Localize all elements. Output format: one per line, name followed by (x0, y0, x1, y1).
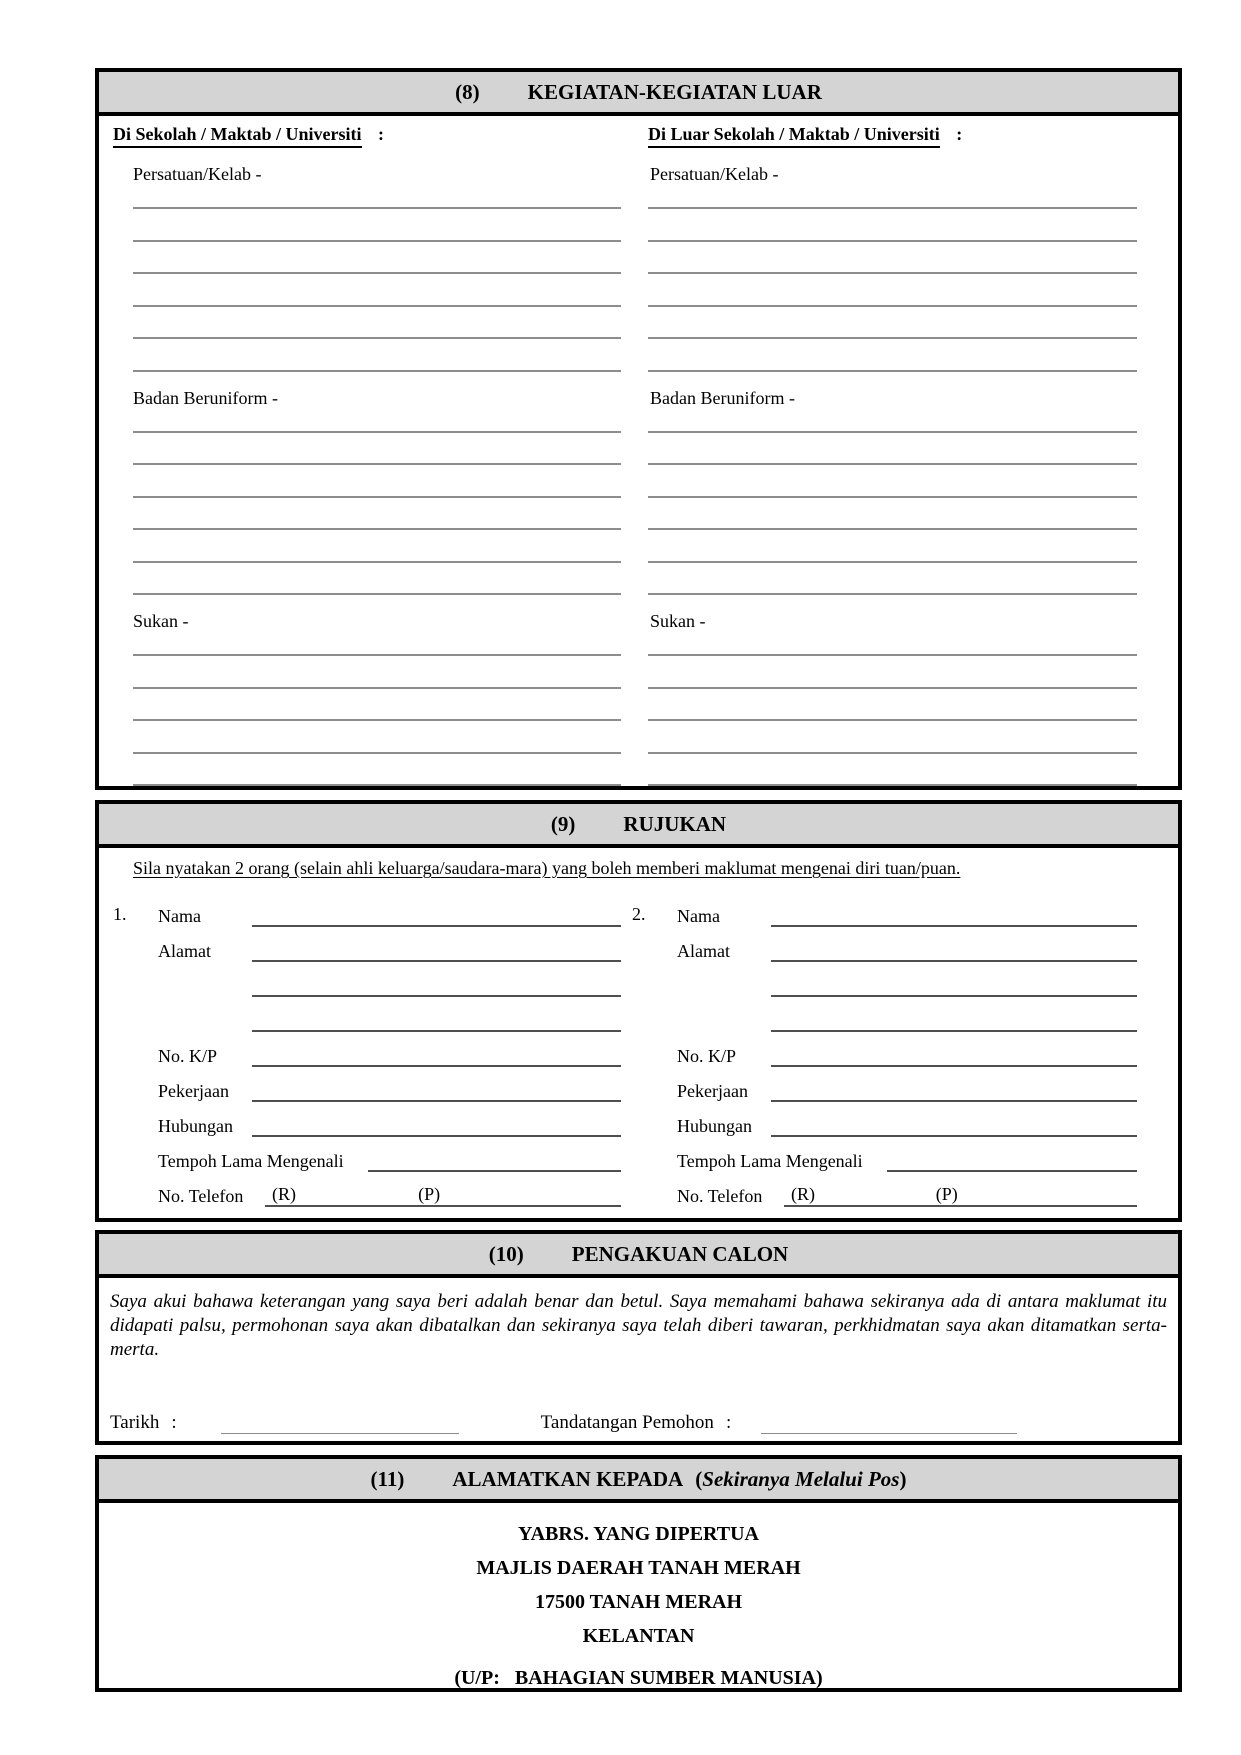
field-label: Nama (677, 906, 720, 926)
group-persatuan-kelab (113, 164, 621, 372)
blank-line (648, 656, 1137, 689)
group-badan-beruniform (648, 388, 1137, 596)
rujukan-instruction: Sila nyatakan 2 orang (selain ahli keluarga/saudara-mara) yang boleh memberi maklumat mengenai diri tuan/puan. (133, 858, 961, 878)
blank-line (771, 1030, 1137, 1067)
ruled-lines (133, 635, 621, 819)
blank-line (252, 890, 621, 927)
field-alamat (677, 927, 1137, 962)
blank-line (133, 563, 621, 596)
section-alamatkan-kepada (95, 1455, 1182, 1692)
section-11-title-text: ALAMATKAN KEPADA (452, 1466, 683, 1491)
blank-line (648, 274, 1137, 307)
section-9-number: (9) (550, 811, 576, 836)
ruled-lines (133, 412, 621, 596)
blank-line (771, 1065, 1137, 1102)
column-di-sekolah (113, 116, 621, 819)
group-label: Badan Beruniform - (133, 387, 278, 408)
group-label: Persatuan/Kelab - (133, 164, 262, 184)
field-no-telefon (677, 1172, 1137, 1207)
blank-line (771, 995, 1137, 1032)
blank-line (133, 656, 621, 689)
blank-line (133, 530, 621, 563)
section-9-header (99, 804, 1178, 848)
field-hubungan (158, 1102, 621, 1137)
telefon-p-label: (P) (418, 1184, 441, 1204)
field-label: Alamat (677, 941, 730, 961)
field-pekerjaan (158, 1067, 621, 1102)
paren-close: ) (899, 1466, 907, 1491)
field-label: Pekerjaan (677, 1081, 748, 1101)
ruled-lines (133, 188, 621, 372)
field-label: Nama (158, 906, 201, 926)
section-8-number: (8) (455, 79, 480, 104)
blank-line (771, 925, 1137, 962)
field-nama (158, 892, 621, 927)
field-label: No. Telefon (677, 1186, 763, 1206)
column-di-luar-sekolah (648, 116, 1137, 819)
blank-line (133, 339, 621, 372)
blank-line (133, 433, 621, 466)
ruled-lines (648, 188, 1137, 372)
blank-line (133, 209, 621, 242)
blank-line (648, 498, 1137, 531)
blank-line (771, 960, 1137, 997)
column-heading-text: Di Sekolah / Maktab / Universiti (113, 124, 362, 148)
blank-line (648, 689, 1137, 722)
blank-line (252, 1065, 621, 1102)
section-10-number: (10) (488, 1241, 524, 1266)
address-line-2: MAJLIS DAERAH TANAH MERAH (476, 1557, 801, 1579)
blank-line (252, 1100, 621, 1137)
reference-number: 2. (632, 904, 646, 924)
section-11-header (99, 1459, 1178, 1503)
blank-line (648, 635, 1137, 656)
tandatangan-blank-line (761, 1407, 1017, 1434)
colon: : (171, 1412, 177, 1433)
blank-line (648, 188, 1137, 209)
address-line-4: KELANTAN (582, 1625, 695, 1647)
field-label: Alamat (158, 941, 211, 961)
section-8-header (99, 72, 1178, 116)
blank-line (133, 635, 621, 656)
blank-line (133, 721, 621, 754)
blank-line (133, 188, 621, 209)
reference-1 (113, 892, 621, 1207)
colon: : (956, 124, 963, 144)
column-heading-text: Di Luar Sekolah / Maktab / Universiti (648, 124, 940, 148)
reference-number: 1. (113, 904, 127, 924)
blank-line (648, 563, 1137, 596)
address-line-1: YABRS. YANG DIPERTUA (517, 1523, 759, 1545)
section-10-title: PENGAKUAN CALON (571, 1241, 789, 1266)
field-label: No. Telefon (158, 1186, 244, 1206)
field-label: Tempoh Lama Mengenali (677, 1151, 863, 1171)
blank-line (648, 754, 1137, 787)
telefon-line (265, 1170, 621, 1207)
field-tempoh-lama-mengenali (677, 1137, 1137, 1172)
group-badan-beruniform (113, 388, 621, 596)
blank-line (133, 465, 621, 498)
section-kegiatan-luar (95, 68, 1182, 790)
field-label: Tempoh Lama Mengenali (158, 1151, 344, 1171)
column-heading (648, 124, 1137, 148)
field-no-kp (677, 1032, 1137, 1067)
group-label: Persatuan/Kelab - (650, 164, 779, 184)
section-10-header (99, 1234, 1178, 1278)
group-label: Sukan - (650, 611, 706, 631)
group-sukan (648, 611, 1137, 819)
field-alamat-line-3 (158, 997, 621, 1032)
tarikh-label: Tarikh (110, 1412, 160, 1433)
field-tempoh-lama-mengenali (158, 1137, 621, 1172)
field-alamat-line-2 (158, 962, 621, 997)
blank-line (648, 307, 1137, 340)
blank-line (133, 689, 621, 722)
blank-line (648, 465, 1137, 498)
blank-line (368, 1135, 621, 1172)
blank-line (133, 498, 621, 531)
references (99, 892, 1178, 1207)
blank-line (648, 433, 1137, 466)
group-persatuan-kelab (648, 164, 1137, 372)
blank-line (648, 412, 1137, 433)
postal-address (99, 1517, 1178, 1653)
blank-line (252, 1030, 621, 1067)
blank-line (648, 339, 1137, 372)
section-11-title-italic: Sekiranya Melalui Pos (702, 1466, 900, 1491)
section-11-title (452, 1467, 906, 1492)
telefon-line (784, 1170, 1137, 1207)
section-11-number: (11) (370, 1466, 405, 1491)
blank-line (648, 209, 1137, 242)
field-nama (677, 892, 1137, 927)
tarikh-blank-line (221, 1407, 459, 1434)
group-sukan (113, 611, 621, 819)
telefon-r-label: (R) (272, 1184, 296, 1204)
blank-line (133, 754, 621, 787)
blank-line (887, 1135, 1137, 1172)
telefon-p-label: (P) (935, 1184, 958, 1204)
reference-2 (632, 892, 1137, 1207)
blank-line (252, 995, 621, 1032)
field-alamat-line-2 (677, 962, 1137, 997)
telefon-r-label: (R) (791, 1184, 815, 1204)
field-pekerjaan (677, 1067, 1137, 1102)
field-label: No. K/P (677, 1046, 737, 1066)
column-heading (113, 124, 621, 148)
field-label: Pekerjaan (158, 1081, 229, 1101)
colon: : (378, 124, 385, 144)
blank-line (133, 274, 621, 307)
ruled-lines (648, 412, 1137, 596)
field-label: Hubungan (677, 1116, 752, 1136)
colon: : (725, 1412, 732, 1433)
section-rujukan (95, 800, 1182, 1222)
field-label: Hubungan (158, 1116, 233, 1136)
blank-line (771, 1100, 1137, 1137)
field-label: No. K/P (158, 1046, 218, 1066)
blank-line (133, 412, 621, 433)
blank-line (133, 307, 621, 340)
blank-line (648, 242, 1137, 275)
declaration-text: Saya akui bahawa keterangan yang saya beri adalah benar dan betul. Saya memahami bahawa sekiranya ada di antara maklumat itu didapati palsu, permohonan saya akan dibatalkan dan sekiranya saya telah diberi tawaran, perkhidmatan saya akan ditamatkan serta-merta. (110, 1291, 1167, 1360)
group-label: Badan Beruniform - (650, 387, 795, 408)
field-no-kp (158, 1032, 621, 1067)
blank-line (648, 530, 1137, 563)
section-9-title: RUJUKAN (623, 811, 727, 836)
blank-line (771, 890, 1137, 927)
group-label: Sukan - (133, 611, 189, 631)
blank-line (133, 242, 621, 275)
blank-line (252, 960, 621, 997)
field-hubungan (677, 1102, 1137, 1137)
paren-open: ( (695, 1466, 703, 1491)
field-no-telefon (158, 1172, 621, 1207)
address-line-3: 17500 TANAH MERAH (534, 1591, 743, 1613)
tandatangan-label: Tandatangan Pemohon (540, 1412, 714, 1433)
section-8-title: KEGIATAN-KEGIATAN LUAR (527, 79, 822, 104)
blank-line (648, 721, 1137, 754)
up-attention-line: (U/P: BAHAGIAN SUMBER MANUSIA) (454, 1667, 823, 1689)
section-8-body (99, 116, 1178, 819)
section-pengakuan-calon (95, 1230, 1182, 1445)
signature-row (110, 1408, 1167, 1434)
field-alamat-line-3 (677, 997, 1137, 1032)
blank-line (252, 925, 621, 962)
ruled-lines (648, 635, 1137, 819)
field-alamat (158, 927, 621, 962)
